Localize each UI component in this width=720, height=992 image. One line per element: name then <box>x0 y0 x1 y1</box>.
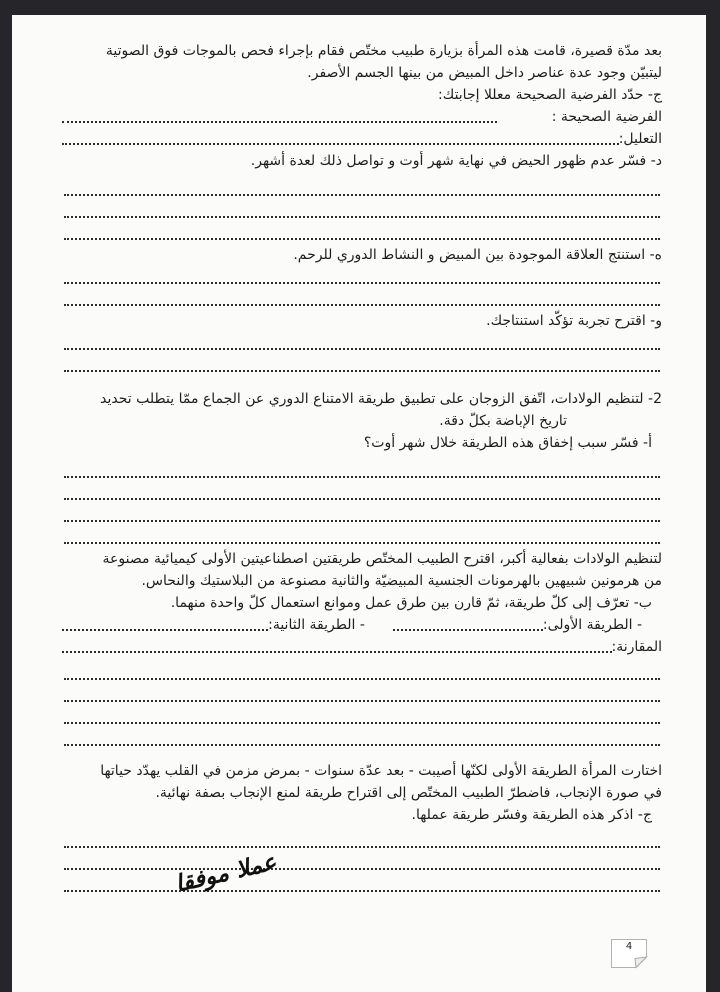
dotted-answer-line <box>62 266 662 288</box>
q2-methods-intro-line-2: من هرمونين شبيهين بالهرمونات الجنسية المبيضيّة والثانية مصنوعة من البلاستيك والنحاس. <box>141 573 662 589</box>
method2-label: - الطريقة الثانية: <box>268 617 365 633</box>
hypothesis-dotted-filler <box>62 121 497 123</box>
comparison-label: المقارنة: <box>611 639 662 655</box>
dotted-answer-line <box>62 684 662 706</box>
q2-item-a: أ- فسّر سبب إخفاق هذه الطريقة خلال شهر أوت؟ <box>363 435 652 451</box>
dotted-answer-line <box>62 354 662 376</box>
q2-scenario-line-2: في صورة الإنجاب، فاضطرّ الطبيب المختّص إلى اقتراح طريقة لمنع الإنجاب بصفة نهائية. <box>155 785 662 801</box>
dotted-answer-line <box>62 504 662 526</box>
dotted-answer-line <box>62 830 662 852</box>
dotted-answer-line <box>62 460 662 482</box>
reasoning-dotted-filler <box>62 143 619 145</box>
q1-intro-line-2: ليتبيّن وجود عدة عناصر داخل المبيض من بينها الجسم الأصفر. <box>307 65 662 81</box>
dotted-answer-line <box>62 526 662 548</box>
closing-signature: عملا موفقا <box>172 849 279 898</box>
hypothesis-label: الفرضية الصحيحة : <box>551 109 662 125</box>
dotted-answer-line <box>62 200 662 222</box>
q1-item-w: و- اقترح تجربة تؤكّد استنتاجك. <box>486 313 662 329</box>
hypothesis-row <box>62 106 662 128</box>
scanned-exam-page <box>12 15 706 992</box>
comparison-dotted-filler <box>62 651 612 653</box>
comparison-row <box>62 636 662 658</box>
page-number: 4 <box>625 941 633 952</box>
dotted-answer-line <box>62 852 662 874</box>
dotted-answer-line <box>62 482 662 504</box>
dotted-answer-line <box>62 178 662 200</box>
method1-label: - الطريقة الأولى: <box>542 617 642 633</box>
q1-item-h: ه- استنتج العلاقة الموجودة بين المبيض و النشاط الدوري للرحم. <box>293 247 662 263</box>
q2-scenario-line-1: اختارت المرأة الطريقة الأولى لكنّها أصيبت - بعد عدّة سنوات - بمرض مزمن في القلب يهدّد حياتها <box>100 763 662 779</box>
q1-item-j: ج- حدّد الفرضية الصحيحة معللا إجابتك: <box>438 87 662 103</box>
page-number-badge <box>610 938 648 969</box>
reasoning-row <box>62 128 662 150</box>
method1-dotted-filler <box>393 629 543 631</box>
dotted-answer-line <box>62 706 662 728</box>
q2-item-j: ج- اذكر هذه الطريقة وفسّر طريقة عملها. <box>411 807 652 823</box>
dotted-answer-line <box>62 288 662 310</box>
q1-item-d: د- فسّر عدم ظهور الحيض في نهاية شهر أوت و تواصل ذلك لعدة أشهر. <box>250 153 662 169</box>
q2-intro-line-2: تاريخ الإباضة بكلّ دقة. <box>439 413 567 429</box>
q2-item-b: ب- تعرّف إلى كلّ طريقة، ثمّ قارن بين طرق عمل وموانع استعمال كلّ واحدة منهما. <box>170 595 652 611</box>
q2-methods-intro-line-1: لتنظيم الولادات بفعالية أكبر، اقترح الطبيب المختّص طريقتين اصطناعيتين الأولى كيميائية مصنوعة <box>102 551 662 567</box>
method2-dotted-filler <box>62 629 268 631</box>
reasoning-label: التعليل: <box>618 131 662 147</box>
q2-intro-line-1: 2- لتنظيم الولادات، اتّفق الزوجان على تطبيق طريقة الامتناع الدوري عن الجماع ممّا يتطلب تحديد <box>100 391 662 407</box>
dotted-answer-line <box>62 222 662 244</box>
dotted-answer-line <box>62 728 662 750</box>
q1-intro-line-1: بعد مدّة قصيرة، قامت هذه المرأة بزيارة طبيب مختّص فقام بإجراء فحص بالموجات فوق الصوتية <box>105 43 662 59</box>
dotted-answer-line <box>62 662 662 684</box>
dotted-answer-line <box>62 332 662 354</box>
methods-row <box>62 614 662 636</box>
